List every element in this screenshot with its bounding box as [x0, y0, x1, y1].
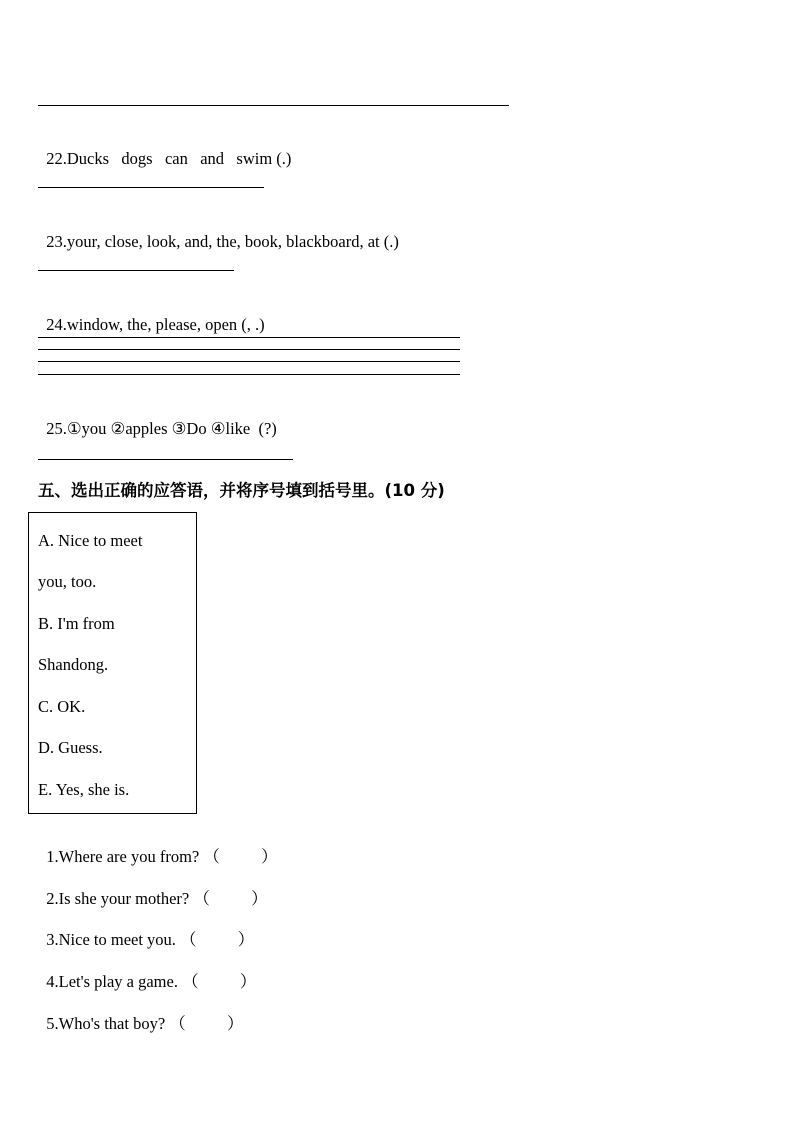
answer-line-22[interactable] — [38, 187, 264, 188]
option-b-line2: Shandong. — [38, 655, 109, 674]
answer-parens-3[interactable]: （ ） — [180, 930, 255, 949]
question-23 — [38, 212, 399, 252]
option-c: C. OK. — [38, 697, 86, 716]
option-d: D. Guess. — [38, 738, 103, 757]
question-24-words: window, the, please, open (, .) — [66, 315, 265, 334]
section-five-heading: 五、选出正确的应答语，并将序号填到括号里。(10 分) — [38, 481, 445, 500]
response-item-4 — [38, 952, 256, 992]
question-22-words: Ducks dogs can and swim (.) — [66, 149, 292, 168]
question-25-number: 25. — [46, 419, 67, 438]
question-25-words: ①you ②apples ③Do ④like (?) — [66, 419, 277, 438]
option-b-line1: B. I'm from — [38, 614, 115, 633]
answer-line-24a[interactable] — [38, 337, 460, 338]
response-item-3 — [38, 910, 254, 950]
answer-line-24d[interactable] — [38, 374, 460, 375]
question-22 — [38, 129, 291, 169]
response-item-5-text: 5.Who's that boy? — [46, 1014, 166, 1033]
answer-line-24c[interactable] — [38, 361, 460, 362]
question-24-number: 24. — [46, 315, 67, 334]
response-item-3-text: 3.Nice to meet you. — [46, 930, 176, 949]
answer-parens-1[interactable]: （ ） — [203, 847, 278, 866]
answer-line-23[interactable] — [38, 270, 234, 271]
answer-line-25[interactable] — [38, 459, 293, 460]
response-item-1-text: 1.Where are you from? — [46, 847, 200, 866]
response-item-2-text: 2.Is she your mother? — [46, 889, 190, 908]
answer-parens-2[interactable]: （ ） — [193, 889, 268, 908]
answer-parens-5[interactable]: （ ） — [169, 1014, 244, 1033]
options-box — [28, 512, 197, 814]
response-item-1 — [38, 827, 278, 867]
response-item-2 — [38, 869, 268, 909]
option-a-line2: you, too. — [38, 572, 97, 591]
question-23-words: your, close, look, and, the, book, blackboard, at (.) — [66, 232, 399, 251]
answer-line-24b[interactable] — [38, 349, 460, 350]
question-22-number: 22. — [46, 149, 67, 168]
option-a-line1: A. Nice to meet — [38, 531, 143, 550]
response-item-5 — [38, 994, 244, 1034]
response-item-4-text: 4.Let's play a game. — [46, 972, 178, 991]
answer-parens-4[interactable]: （ ） — [182, 972, 257, 991]
option-e: E. Yes, she is. — [38, 780, 130, 799]
answer-line-21[interactable] — [38, 105, 509, 106]
question-23-number: 23. — [46, 232, 67, 251]
question-25 — [38, 399, 277, 439]
question-24 — [38, 295, 265, 335]
